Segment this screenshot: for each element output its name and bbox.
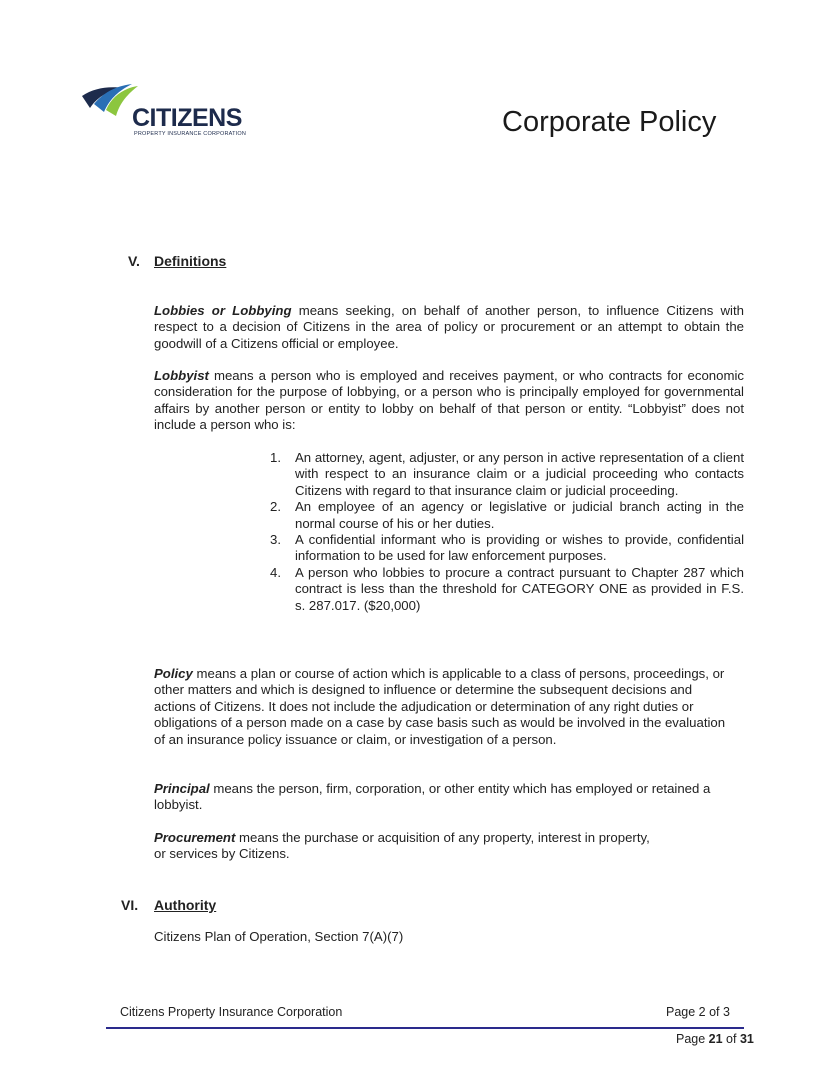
- authority-text: Citizens Plan of Operation, Section 7(A)(7): [154, 929, 404, 944]
- definition-policy-text: means a plan or course of action which is applicable to a class of persons, proceedings, or other matters and which is designed to influence or determine the subsequent decisions and actions of Citizens. It does not include the adjudication or determination of any right duties or obligations of a person made on a case by case basis such as would be involved in the evaluation of an insurance policy issuance or claim, or investigation of a person.: [154, 666, 726, 747]
- list-item-text: A confidential informant who is providing or wishes to provide, confidential information to be used for law enforcement purposes.: [295, 532, 744, 564]
- citizens-logo: [80, 82, 250, 142]
- logo-wordmark: CITIZENS: [132, 104, 242, 132]
- page-counter-total: 31: [739, 1032, 754, 1046]
- page-counter-prefix: Page: [676, 1032, 709, 1046]
- list-item: [270, 499, 744, 532]
- definition-lobbying: [154, 303, 744, 352]
- section-heading-definitions: Definitions: [154, 253, 227, 269]
- page-counter: [676, 1032, 754, 1046]
- list-item-text: An attorney, agent, adjuster, or any person in active representation of a client with respect to an insurance claim or a judicial proceeding who contacts Citizens with regard to that insurance claim or judicial proceeding.: [295, 450, 744, 498]
- section-number-definitions: V.: [128, 253, 140, 269]
- term-policy: Policy: [154, 666, 193, 681]
- list-item-text: A person who lobbies to procure a contract pursuant to Chapter 287 which contract is less than the threshold for CATEGORY ONE as provided in F.S. s. 287.017. ($20,000): [295, 564, 744, 613]
- list-item-number: 2.: [270, 499, 281, 515]
- definition-lobbyist-text: means a person who is employed and receives payment, or who contracts for economic consideration for the purpose of lobbying, or a person who is principally employed for governmental affairs by another person or entity to lobby on behalf of that person or entity. “Lobbyist” does not include a person who is:: [154, 368, 744, 433]
- term-procurement: Procurement: [154, 830, 236, 845]
- list-item: [270, 532, 744, 565]
- definition-lobbyist: [154, 368, 744, 434]
- term-lobbying: Lobbies or Lobbying: [154, 303, 292, 318]
- term-principal: Principal: [154, 781, 210, 796]
- footer-divider: [106, 1027, 744, 1029]
- lobbyist-exclusions-list: [270, 450, 744, 614]
- definition-procurement: [154, 830, 654, 863]
- list-item-text: An employee of an agency or legislative or judicial branch acting in the normal course of his or her duties.: [295, 499, 744, 531]
- definition-principal: [154, 781, 714, 814]
- logo-swoosh-icon: [80, 82, 140, 126]
- list-item: [270, 565, 744, 614]
- term-lobbyist: Lobbyist: [154, 368, 209, 383]
- page-counter-mid: of: [722, 1032, 740, 1046]
- footer-page-label: Page 2 of 3: [666, 1005, 730, 1019]
- definition-lobbying-text: means seeking, on behalf of another person, to influence Citizens with respect to a decision of Citizens in the area of policy or procurement or an attempt to obtain the goodwill of a Citizens official or employee.: [154, 303, 744, 351]
- definition-principal-text: means the person, firm, corporation, or other entity which has employed or retained a lobbyist.: [154, 781, 711, 813]
- logo-subtext: PROPERTY INSURANCE CORPORATION: [134, 131, 247, 137]
- list-item-number: 4.: [270, 564, 281, 580]
- page-counter-current: 21: [708, 1032, 723, 1046]
- list-item: [270, 450, 744, 499]
- document-title: Corporate Policy: [502, 106, 717, 138]
- definition-procurement-text: means the purchase or acquisition of any property, interest in property, or services by Citizens.: [154, 830, 650, 862]
- section-number-authority: VI.: [121, 897, 139, 913]
- list-item-number: 3.: [270, 532, 281, 548]
- section-heading-authority: Authority: [154, 897, 217, 913]
- footer-company: Citizens Property Insurance Corporation: [120, 1005, 343, 1019]
- list-item-number: 1.: [270, 450, 281, 465]
- definition-policy: [154, 666, 726, 748]
